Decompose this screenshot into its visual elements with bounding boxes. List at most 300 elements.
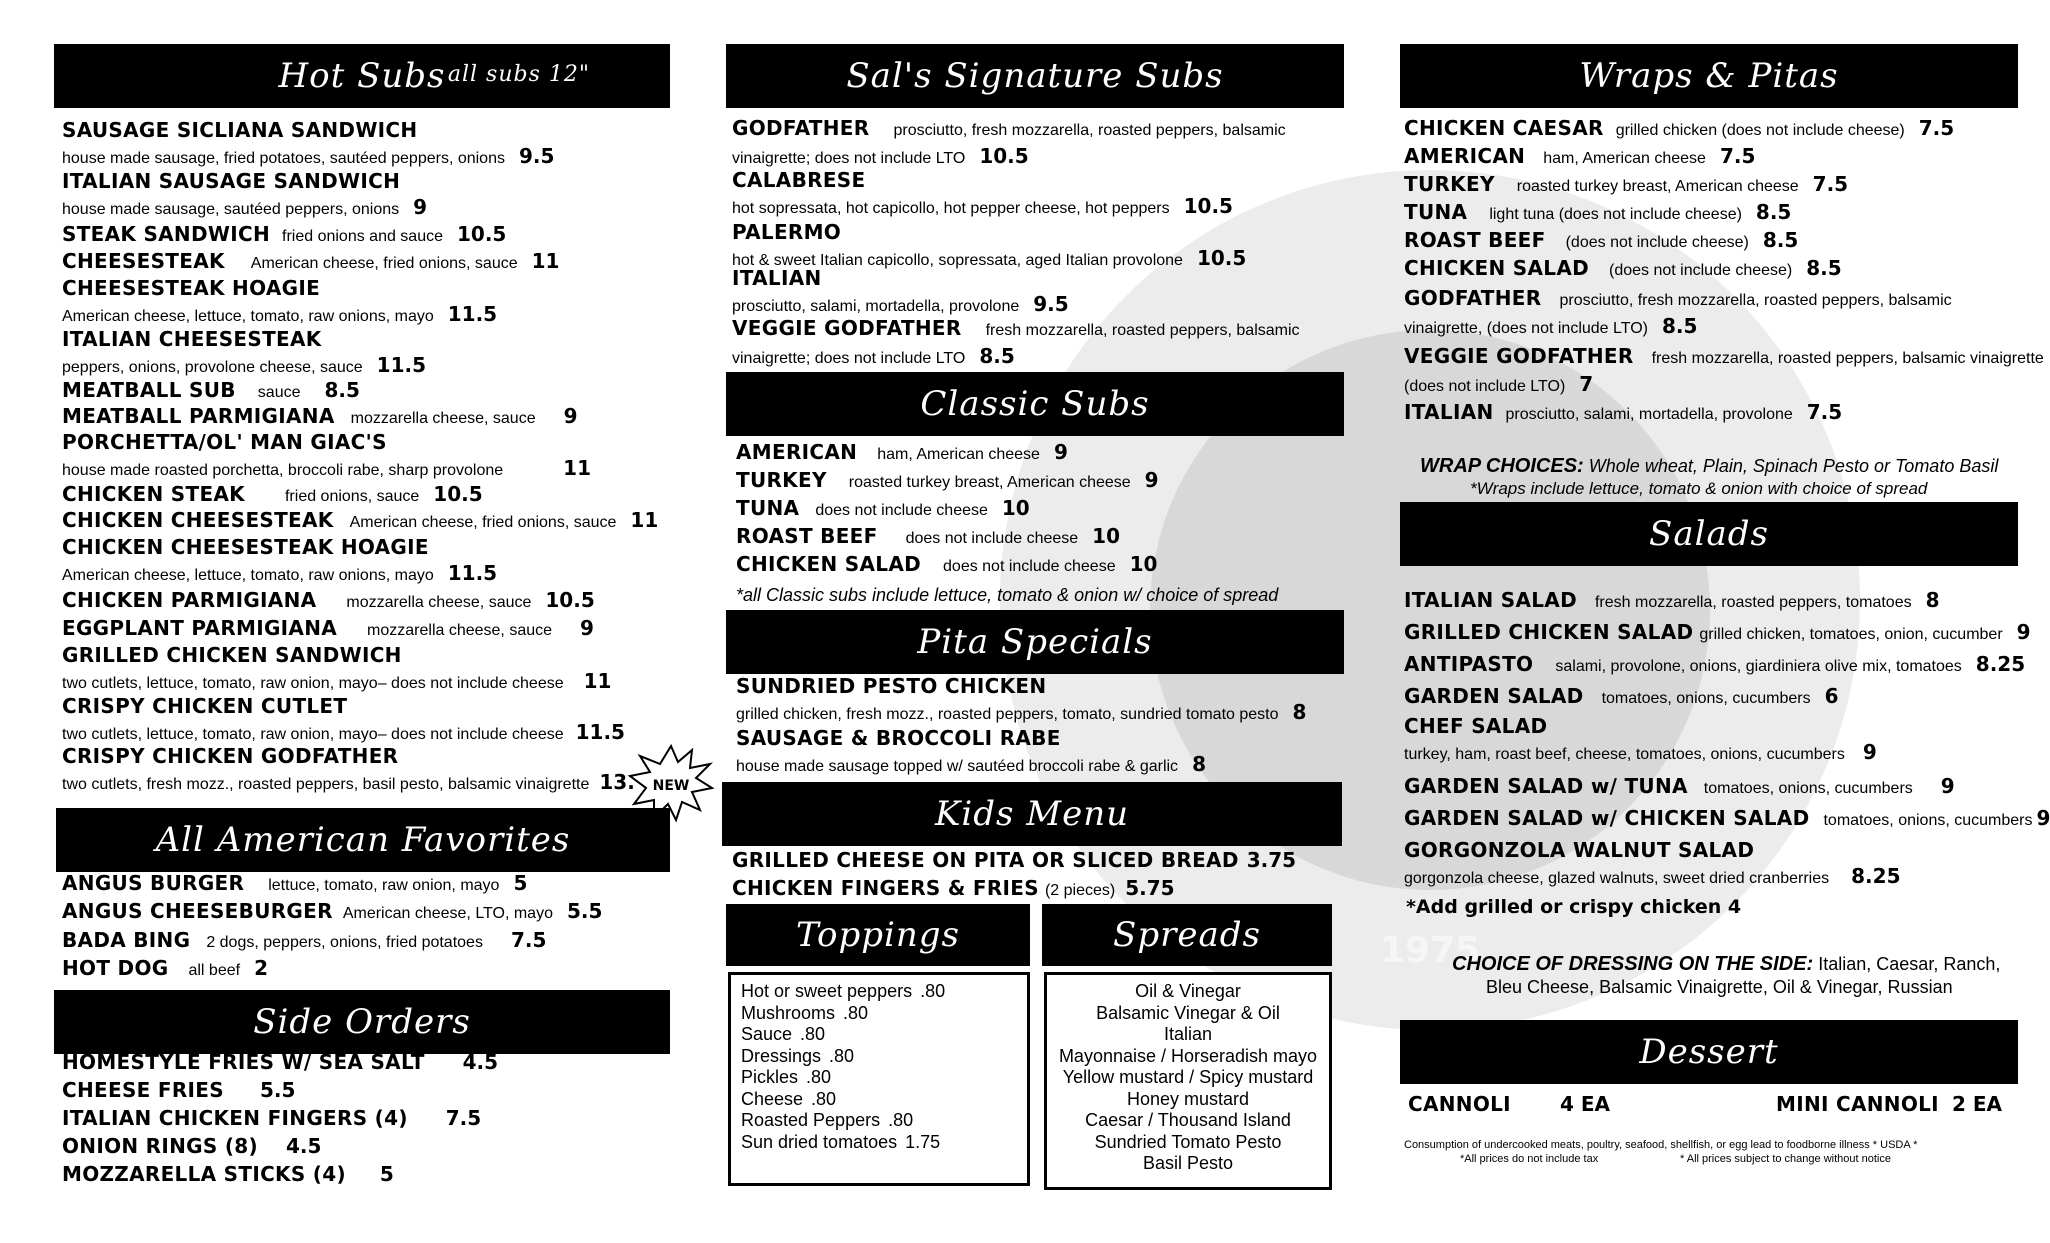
- item-name: GRILLED CHICKEN SALAD: [1404, 620, 1694, 644]
- topping-item: [741, 1067, 831, 1088]
- item-desc: fresh mozzarella, roasted peppers, tomatoes: [1594, 594, 1912, 611]
- topping-item: [741, 1003, 868, 1024]
- menu-item-detail: [62, 671, 611, 692]
- menu-item: [1404, 654, 2025, 675]
- dressing-label: CHOICE OF DRESSING ON THE SIDE:: [1452, 953, 1814, 975]
- dessert-title: Dessert: [1639, 1032, 1779, 1072]
- wrap-choices-note: *Wraps include lettuce, tomato & onion with choice of spread: [1470, 479, 1928, 498]
- item-name: BADA BING: [62, 928, 191, 952]
- item-name: ITALIAN CHEESESTEAK: [62, 327, 322, 351]
- topping-price: .80: [829, 1045, 855, 1066]
- item-desc-cont: vinaigrette, (does not include LTO): [1404, 320, 1648, 337]
- item-name: CHICKEN SALAD: [736, 552, 922, 576]
- item-name: CRISPY CHICKEN GODFATHER: [62, 744, 399, 768]
- item-name: GRILLED CHICKEN SANDWICH: [62, 643, 402, 667]
- item-name: STEAK SANDWICH: [62, 222, 270, 246]
- item-name: CALABRESE: [732, 168, 866, 192]
- menu-item-detail: [736, 702, 1306, 723]
- item-desc-cont: vinaigrette; does not include LTO: [732, 350, 966, 367]
- menu-item: [732, 222, 841, 242]
- spreads-title: Spreads: [1113, 915, 1261, 955]
- item-price: 9: [413, 195, 428, 219]
- item-desc: prosciutto, fresh mozzarella, roasted peppers, balsamic: [1559, 292, 1952, 309]
- topping-item: [741, 981, 945, 1002]
- item-desc: two cutlets, lettuce, tomato, raw onion, mayo– does not include cheese: [62, 726, 564, 743]
- item-price: 8: [1292, 700, 1307, 724]
- item-name: VEGGIE GODFATHER: [1404, 344, 1634, 368]
- item-price: 9: [2016, 620, 2031, 644]
- topping-price: .80: [811, 1088, 837, 1109]
- item-name: HOT DOG: [62, 956, 169, 980]
- spreads-box: [1044, 972, 1332, 1190]
- signature-title: Sal's Signature Subs: [846, 56, 1224, 96]
- menu-item: [62, 432, 387, 452]
- watermark-year: 1975: [1380, 930, 1481, 971]
- menu-item: [732, 170, 865, 190]
- item-desc: prosciutto, salami, mortadella, provolone: [1505, 406, 1793, 423]
- item-name: SAUSAGE & BROCCOLI RABE: [736, 726, 1061, 750]
- item-price: 8: [1925, 588, 1940, 612]
- item-desc: fresh mozzarella, roasted peppers, balsamic: [985, 322, 1300, 339]
- item-desc: gorgonzola cheese, glazed walnuts, sweet dried cranberries: [1404, 870, 1830, 887]
- salads-header: [1400, 502, 2018, 566]
- menu-item: [62, 278, 320, 298]
- item-price: 3.75: [1246, 848, 1297, 872]
- salads-add-on: *Add grilled or crispy chicken 4: [1406, 896, 1742, 918]
- footer-price-note: * All prices subject to change without notice: [1680, 1153, 1891, 1165]
- menu-item-detail: [62, 304, 497, 325]
- topping-price: 1.75: [905, 1131, 941, 1152]
- dessert-name: MINI CANNOLI: [1776, 1092, 1939, 1116]
- dressing-line-1: [1452, 954, 2000, 974]
- item-desc: (2 pieces): [1044, 882, 1116, 899]
- item-price: 4.5: [462, 1050, 499, 1074]
- item-name: ITALIAN CHICKEN FINGERS (4): [62, 1106, 408, 1130]
- item-desc: two cutlets, fresh mozz., roasted peppers, basil pesto, balsamic vinaigrette: [62, 776, 590, 793]
- menu-item: [736, 498, 1030, 519]
- item-desc: grilled chicken (does not include cheese): [1615, 122, 1905, 139]
- item-name: VEGGIE GODFATHER: [732, 316, 962, 340]
- menu-item: [732, 118, 1286, 139]
- item-name: PORCHETTA/OL' MAN GIAC'S: [62, 430, 387, 454]
- item-desc: tomatoes, onions, cucumbers: [1601, 690, 1811, 707]
- item-price: 7.5: [1806, 400, 1843, 424]
- salads-title: Salads: [1649, 514, 1769, 554]
- item-desc: (does not include cheese): [1609, 262, 1793, 279]
- topping-name: Cheese: [741, 1088, 804, 1109]
- item-name: GODFATHER: [732, 116, 870, 140]
- item-price: 11: [531, 249, 560, 273]
- pita-header: [726, 610, 1344, 674]
- topping-item: [741, 1046, 854, 1067]
- item-name: MEATBALL PARMIGIANA: [62, 404, 335, 428]
- menu-item-detail: [732, 196, 1233, 217]
- item-name: TUNA: [1404, 200, 1468, 224]
- item-desc: grilled chicken, tomatoes, onion, cucumber: [1699, 626, 2003, 643]
- item-price: 11: [630, 508, 659, 532]
- signature-header: [726, 44, 1344, 108]
- item-price: 9: [563, 404, 578, 428]
- menu-item: [62, 329, 322, 349]
- menu-item: [736, 676, 1046, 696]
- classic-note: *all Classic subs include lettuce, tomato & onion w/ choice of spread: [736, 585, 1279, 605]
- item-price: 2: [254, 956, 268, 980]
- spreads-header: [1042, 904, 1332, 966]
- item-price: 5.5: [566, 899, 603, 923]
- menu-item: [62, 1164, 394, 1184]
- spread-item: Italian: [1163, 1024, 1213, 1044]
- menu-item: [1404, 146, 1755, 167]
- menu-item: [1404, 346, 2044, 367]
- wrap-choices-text: Whole wheat, Plain, Spinach Pesto or Tomato Basil: [1588, 456, 1999, 476]
- menu-item-detail: [1404, 374, 1593, 395]
- dessert-item-cannoli: [1408, 1094, 1610, 1114]
- menu-item: [62, 590, 595, 611]
- item-desc: turkey, ham, roast beef, cheese, tomatoes, onions, cucumbers: [1404, 746, 1845, 763]
- item-price: 9: [1862, 740, 1877, 764]
- menu-item: [62, 958, 268, 979]
- hot-subs-header: [54, 44, 670, 108]
- menu-item: [62, 873, 527, 894]
- item-name: ITALIAN SAUSAGE SANDWICH: [62, 169, 401, 193]
- item-price: 9.5: [1033, 292, 1069, 316]
- item-price: 7.5: [510, 928, 547, 952]
- menu-item: [62, 1052, 498, 1072]
- wraps-title: Wraps & Pitas: [1579, 56, 1839, 96]
- kids-header: [722, 782, 1342, 846]
- menu-item: [732, 318, 1300, 339]
- item-desc-cont: vinaigrette; does not include LTO: [732, 150, 966, 167]
- menu-item: [1404, 716, 1547, 736]
- dessert-name: CANNOLI: [1408, 1092, 1511, 1116]
- topping-name: Dressings: [741, 1045, 822, 1066]
- menu-item: [1404, 230, 1798, 251]
- item-desc: American cheese, fried onions, sauce: [349, 514, 617, 531]
- menu-item-detail: [736, 754, 1206, 775]
- item-price: 10: [1129, 552, 1158, 576]
- item-name: HOMESTYLE FRIES W/ SEA SALT: [62, 1050, 425, 1074]
- spread-item: Honey mustard: [1126, 1088, 1250, 1109]
- menu-item-detail: [1404, 316, 1697, 337]
- menu-item: [1404, 840, 1754, 860]
- item-name: ITALIAN: [1404, 400, 1494, 424]
- menu-item: [1404, 808, 2050, 829]
- item-desc: does not include cheese: [815, 502, 988, 519]
- topping-name: Hot or sweet peppers: [741, 981, 913, 1001]
- menu-item-detail: [62, 772, 635, 793]
- menu-item: [62, 930, 546, 951]
- item-name: CRISPY CHICKEN CUTLET: [62, 694, 348, 718]
- american-title: All American Favorites: [155, 820, 571, 860]
- item-desc: tomatoes, onions, cucumbers: [1703, 780, 1913, 797]
- spread-item: Yellow mustard / Spicy mustard: [1062, 1067, 1314, 1087]
- item-desc: mozzarella cheese, sauce: [350, 410, 536, 427]
- dressing-options-1: Italian, Caesar, Ranch,: [1818, 954, 2001, 974]
- topping-price: .80: [806, 1067, 832, 1087]
- item-price: 11.5: [376, 353, 427, 377]
- menu-item: [62, 537, 429, 557]
- item-desc: American cheese, fried onions, sauce: [250, 255, 518, 272]
- menu-item-detail: [62, 563, 497, 584]
- menu-item-detail: [62, 458, 591, 479]
- menu-item-detail: [62, 197, 427, 218]
- spread-item: Oil & Vinegar: [1135, 981, 1241, 1001]
- item-name: CHICKEN PARMIGIANA: [62, 588, 317, 612]
- menu-item: [62, 645, 402, 665]
- menu-item: [62, 251, 559, 272]
- item-desc: prosciutto, fresh mozzarella, roasted peppers, balsamic: [893, 122, 1286, 139]
- topping-name: Mushrooms: [741, 1002, 836, 1023]
- item-name: EGGPLANT PARMIGIANA: [62, 616, 338, 640]
- dessert-price: 4 EA: [1560, 1092, 1611, 1116]
- item-name: GODFATHER: [1404, 286, 1542, 310]
- item-name: TURKEY: [736, 468, 827, 492]
- item-name: CHICKEN SALAD: [1404, 256, 1590, 280]
- wraps-header: [1400, 44, 2018, 108]
- item-desc: American cheese, lettuce, tomato, raw onions, mayo: [62, 308, 434, 325]
- item-price: 6: [1824, 684, 1839, 708]
- item-price: 8.5: [1755, 200, 1792, 224]
- item-price: 10.5: [1196, 246, 1247, 270]
- item-price: 5: [513, 871, 528, 895]
- item-price: 10.5: [545, 588, 595, 612]
- item-name: CHEESE FRIES: [62, 1078, 224, 1102]
- pita-title: Pita Specials: [917, 622, 1153, 662]
- item-desc: does not include cheese: [943, 558, 1116, 575]
- american-header: [56, 808, 670, 872]
- menu-item: [62, 120, 417, 140]
- item-desc: all beef: [188, 962, 241, 979]
- item-name: GORGONZOLA WALNUT SALAD: [1404, 838, 1755, 862]
- menu-item: [732, 268, 822, 288]
- item-price: 8.25: [1975, 652, 2026, 676]
- item-desc: salami, provolone, onions, giardiniera olive mix, tomatoes: [1555, 658, 1962, 675]
- menu-item: [1404, 686, 1839, 707]
- spread-item: Basil Pesto: [1142, 1153, 1234, 1173]
- dessert-header: [1400, 1020, 2018, 1084]
- item-desc: roasted turkey breast, American cheese: [1516, 178, 1799, 195]
- item-name: CHICKEN STEAK: [62, 482, 245, 506]
- menu-item-detail: [62, 146, 554, 167]
- dressing-options-2: Bleu Cheese, Balsamic Vinaigrette, Oil & Vinegar, Russian: [1486, 977, 1953, 997]
- item-desc: hot & sweet Italian capicollo, sopressata, aged Italian provolone: [732, 252, 1183, 269]
- menu-item: [1404, 258, 1842, 279]
- menu-item: [62, 746, 398, 766]
- spread-item: Mayonnaise / Horseradish mayo: [1058, 1045, 1318, 1066]
- menu-item: [1404, 402, 1842, 423]
- item-price: 7.5: [445, 1106, 482, 1130]
- menu-item: [1404, 174, 1848, 195]
- kids-title: Kids Menu: [934, 794, 1130, 834]
- item-price: 9: [1144, 468, 1159, 492]
- menu-item: [62, 696, 347, 716]
- item-price: 5: [379, 1162, 394, 1186]
- topping-name: Sauce: [741, 1024, 793, 1044]
- wrap-choices-label: WRAP CHOICES:: [1420, 455, 1584, 477]
- menu-item: [1404, 622, 2031, 643]
- item-desc: American cheese, LTO, mayo: [342, 905, 553, 922]
- item-price: 8.5: [1762, 228, 1799, 252]
- item-desc-cont: (does not include LTO): [1404, 378, 1566, 395]
- item-desc: house made sausage topped w/ sautéed broccoli rabe & garlic: [736, 758, 1179, 775]
- footer-tax-note: *All prices do not include tax: [1460, 1153, 1599, 1165]
- menu-item: [736, 526, 1120, 547]
- sides-title: Side Orders: [253, 1002, 471, 1042]
- item-desc: lettuce, tomato, raw onion, mayo: [268, 877, 500, 894]
- hot-subs-title: Hot Subs: [278, 56, 446, 96]
- item-price: 9: [1940, 774, 1955, 798]
- item-name: CHICKEN FINGERS & FRIES: [732, 876, 1039, 900]
- item-name: GARDEN SALAD w/ CHICKEN SALAD: [1404, 806, 1810, 830]
- item-desc: ham, American cheese: [877, 446, 1040, 463]
- item-desc: mozzarella cheese, sauce: [367, 622, 553, 639]
- item-desc: house made roasted porchetta, broccoli rabe, sharp provolone: [62, 462, 504, 479]
- item-desc: sauce: [257, 384, 301, 401]
- item-price: 9: [580, 616, 594, 640]
- item-desc: tomatoes, onions, cucumbers: [1823, 812, 2033, 829]
- item-name: SAUSAGE SICLIANA SANDWICH: [62, 118, 418, 142]
- menu-item-detail: [62, 722, 625, 743]
- item-desc: prosciutto, salami, mortadella, provolone: [732, 298, 1020, 315]
- spread-item: Caesar / Thousand Island: [1085, 1110, 1291, 1130]
- item-desc: (does not include cheese): [1565, 234, 1749, 251]
- item-price: 7.5: [1918, 116, 1955, 140]
- classic-title: Classic Subs: [920, 384, 1150, 424]
- item-price: 7: [1579, 372, 1594, 396]
- toppings-header: [726, 904, 1030, 966]
- item-name: MEATBALL SUB: [62, 378, 236, 402]
- sides-header: [54, 990, 670, 1054]
- spread-item: Sundried Tomato Pesto: [1094, 1131, 1282, 1152]
- menu-item: [1404, 202, 1791, 223]
- topping-name: Roasted Peppers: [741, 1110, 881, 1130]
- menu-item: [1404, 118, 1954, 139]
- item-name: ROAST BEEF: [736, 524, 878, 548]
- item-desc: roasted turkey breast, American cheese: [848, 474, 1131, 491]
- hot-subs-note: all subs 12": [447, 62, 590, 87]
- item-price: 4.5: [285, 1134, 322, 1158]
- item-name: ANGUS CHEESEBURGER: [62, 899, 333, 923]
- item-name: CHEESESTEAK: [62, 249, 225, 273]
- item-name: CHEF SALAD: [1404, 714, 1548, 738]
- menu-item: [62, 1108, 481, 1128]
- item-price: 8.5: [1806, 256, 1842, 280]
- item-desc: hot sopressata, hot capicollo, hot pepper cheese, hot peppers: [732, 200, 1170, 217]
- topping-item: [741, 1089, 836, 1110]
- item-price: 5.5: [259, 1078, 296, 1102]
- item-price: 8.5: [324, 378, 360, 402]
- menu-item: [62, 171, 400, 191]
- item-name: ROAST BEEF: [1404, 228, 1546, 252]
- menu-item: [732, 878, 1175, 899]
- item-price: 10.5: [457, 222, 507, 246]
- toppings-box: [728, 972, 1030, 1186]
- topping-price: .80: [888, 1110, 914, 1130]
- item-desc: house made sausage, fried potatoes, sautéed peppers, onions: [62, 150, 505, 167]
- item-name: ITALIAN SALAD: [1404, 588, 1577, 612]
- item-name: ANTIPASTO: [1404, 652, 1534, 676]
- item-desc: does not include cheese: [905, 530, 1079, 547]
- item-price: 9: [1053, 440, 1068, 464]
- toppings-title: Toppings: [795, 915, 961, 955]
- menu-item: [736, 470, 1159, 491]
- menu-item-detail: [62, 355, 426, 376]
- item-price: 13.: [599, 770, 635, 794]
- item-desc: fried onions, sauce: [284, 488, 420, 505]
- menu-item-detail: [1404, 742, 1877, 763]
- item-name: SUNDRIED PESTO CHICKEN: [736, 674, 1047, 698]
- item-price: 10.5: [433, 482, 483, 506]
- item-price: 10.5: [979, 144, 1029, 168]
- menu-item: [62, 406, 578, 427]
- item-name: TURKEY: [1404, 172, 1495, 196]
- item-desc: house made sausage, sautéed peppers, onions: [62, 201, 400, 218]
- menu-item: [62, 1080, 295, 1100]
- spread-item: Balsamic Vinegar & Oil: [1096, 1002, 1280, 1023]
- topping-name: Pickles: [741, 1067, 799, 1087]
- item-name: ONION RINGS (8): [62, 1134, 258, 1158]
- item-name: CHICKEN CHEESESTEAK: [62, 508, 334, 532]
- item-desc: two cutlets, lettuce, tomato, raw onion, mayo– does not include cheese: [62, 675, 564, 692]
- item-price: 11.5: [575, 720, 625, 744]
- item-name: TUNA: [736, 496, 800, 520]
- item-name: AMERICAN: [1404, 144, 1526, 168]
- dessert-price: 2 EA: [1952, 1092, 2003, 1116]
- item-name: GARDEN SALAD: [1404, 684, 1584, 708]
- item-name: ANGUS BURGER: [62, 871, 245, 895]
- item-name: GRILLED CHEESE ON PITA OR SLICED BREAD: [732, 848, 1239, 872]
- item-name: AMERICAN: [736, 440, 858, 464]
- item-price: 11.5: [447, 561, 498, 585]
- item-name: ITALIAN: [732, 266, 822, 290]
- item-price: 9.5: [518, 144, 555, 168]
- menu-item-detail: [732, 146, 1029, 167]
- item-price: 7.5: [1812, 172, 1849, 196]
- menu-item: [736, 554, 1157, 575]
- item-name: CHEESESTEAK HOAGIE: [62, 276, 321, 300]
- item-price: 5.75: [1125, 876, 1175, 900]
- item-price: 11: [563, 456, 591, 480]
- menu-item: [62, 618, 594, 639]
- menu-item: [736, 728, 1061, 748]
- item-desc: grilled chicken, fresh mozz., roasted peppers, tomato, sundried tomato pesto: [736, 706, 1279, 723]
- wrap-choices-line: [1420, 456, 1998, 476]
- menu-item: [1404, 288, 1952, 309]
- topping-price: .80: [800, 1024, 826, 1044]
- menu-item-detail: [1404, 866, 1901, 887]
- item-desc: fresh mozzarella, roasted peppers, balsamic vinaigrette: [1651, 350, 2044, 367]
- menu-item: [736, 442, 1068, 463]
- menu-item: [62, 510, 658, 531]
- item-desc: fried onions and sauce: [282, 228, 443, 245]
- item-price: 10: [1001, 496, 1030, 520]
- item-price: 8.25: [1851, 864, 1901, 888]
- footer-disclaimer: Consumption of undercooked meats, poultry, seafood, shellfish, or egg lead to foodborne illness * USDA *: [1404, 1139, 1918, 1151]
- topping-price: .80: [843, 1002, 869, 1023]
- topping-name: Sun dried tomatoes: [741, 1131, 898, 1152]
- topping-price: .80: [920, 981, 946, 1001]
- item-name: MOZZARELLA STICKS (4): [62, 1162, 346, 1186]
- item-price: 11: [583, 669, 612, 693]
- new-badge-text: NEW: [652, 778, 690, 794]
- menu-item: [62, 1136, 321, 1156]
- menu-item: [62, 224, 506, 245]
- topping-item: [741, 1110, 913, 1131]
- dessert-item-mini-cannoli: [1776, 1094, 2002, 1114]
- menu-item: [732, 850, 1296, 870]
- item-desc: ham, American cheese: [1543, 150, 1706, 167]
- item-desc: 2 dogs, peppers, onions, fried potatoes: [206, 934, 483, 951]
